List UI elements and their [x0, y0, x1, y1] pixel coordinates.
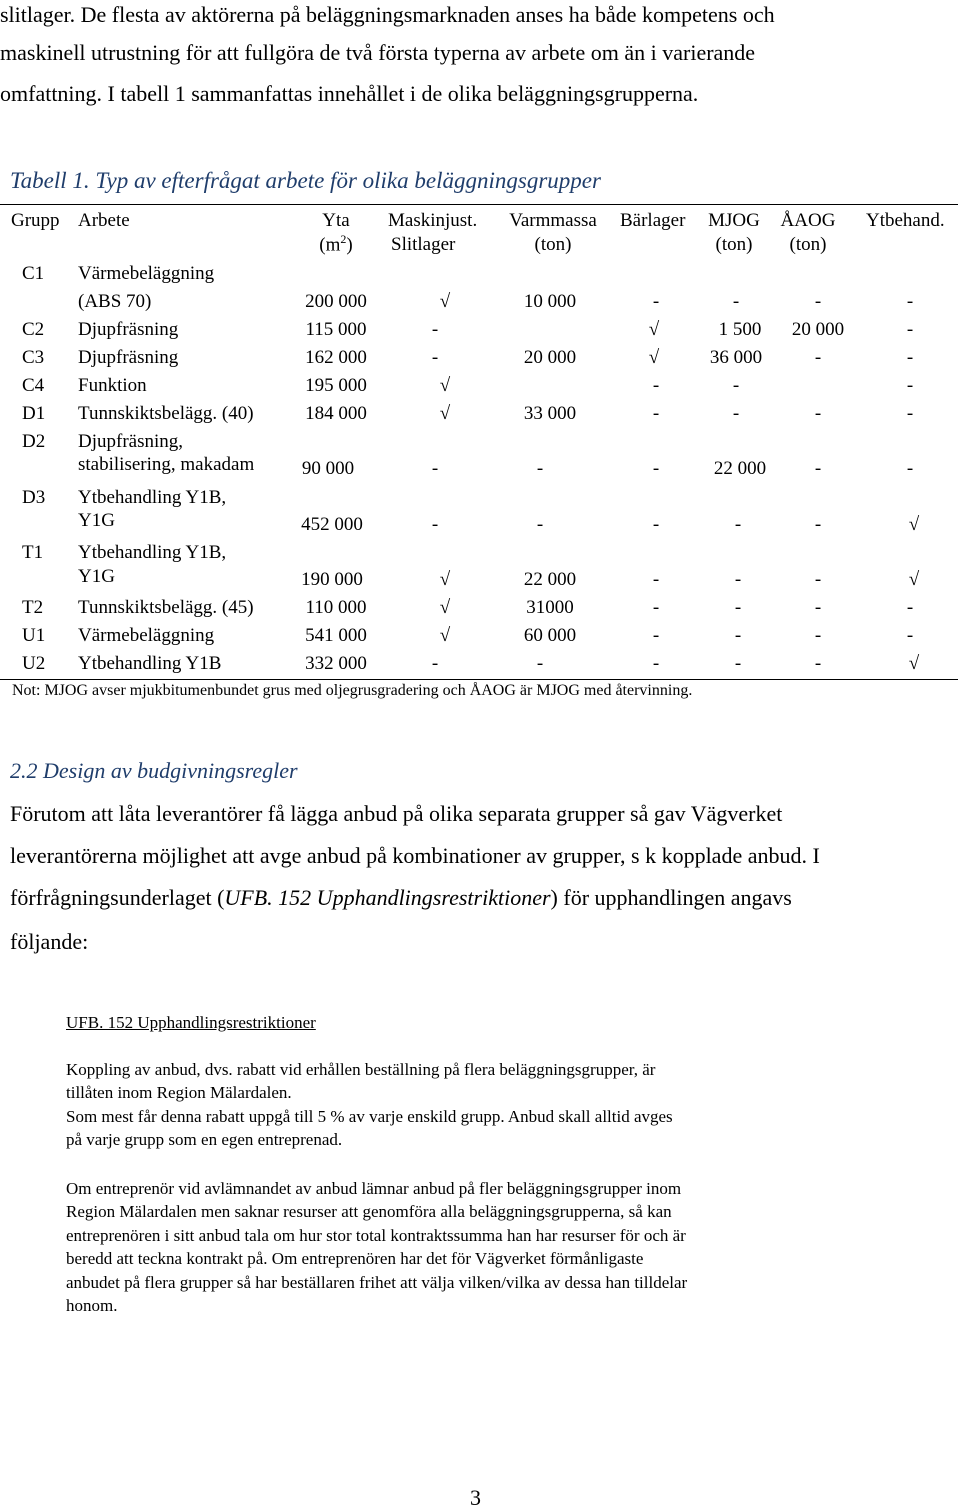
cell-barlager: - [652, 458, 660, 479]
cell-aaog: - [814, 403, 822, 424]
cell-barlager: √ [648, 319, 660, 340]
header-maskinjust: Maskinjust. [388, 210, 478, 231]
cell-varmmassa: 31000 [526, 597, 574, 618]
cell-ytbehand: - [906, 319, 914, 340]
cell-arbete: Värmebeläggning [78, 625, 215, 646]
cell-grupp: C1 [22, 263, 45, 284]
cell-grupp: D3 [22, 487, 46, 508]
cell-maskinjust: √ [439, 291, 451, 312]
table-note: Not: MJOG avser mjukbitumenbundet grus med oljegrusgradering och ÅAOG är MJOG med återvinning. [12, 682, 693, 699]
cell-aaog: - [814, 653, 822, 674]
ufb-line: Om entreprenör vid avlämnandet av anbud lämnar anbud på fler beläggningsgrupper inom [66, 1179, 682, 1198]
cell-aaog: - [814, 514, 822, 535]
cell-mjog: 22 000 [713, 458, 767, 479]
cell-mjog: 36 000 [709, 347, 763, 368]
header-varmmassa: Varmmassa [509, 210, 597, 231]
cell-ytbehand: - [906, 375, 914, 396]
cell-ytbehand: - [906, 597, 914, 618]
cell-arbete: Ytbehandling Y1B, [78, 487, 227, 508]
section-line-4: följande: [10, 929, 89, 954]
cell-aaog: 20 000 [791, 319, 845, 340]
cell-arbete-line2: (ABS 70) [78, 291, 152, 312]
cell-maskinjust: - [431, 458, 439, 479]
cell-grupp: C3 [22, 347, 45, 368]
cell-grupp: T1 [22, 542, 44, 563]
cell-barlager: - [652, 375, 660, 396]
header-barlager: Bärlager [620, 210, 686, 231]
cell-yta: 110 000 [305, 597, 367, 618]
cell-grupp: T2 [22, 597, 44, 618]
cell-barlager: √ [648, 347, 660, 368]
cell-aaog: - [814, 458, 822, 479]
header-varmmassa-unit: (ton) [534, 234, 572, 255]
header-aaog: ÅAOG [780, 210, 836, 231]
ufb-line: Region Mälardalen men saknar resurser att genomföra alla beläggningsgrupperna, så kan [66, 1202, 672, 1221]
cell-ytbehand: - [906, 347, 914, 368]
cell-arbete: Ytbehandling Y1B, [78, 542, 227, 563]
cell-ytbehand: √ [908, 514, 920, 535]
cell-grupp: C2 [22, 319, 45, 340]
header-ytbehand: Ytbehand. [866, 210, 945, 231]
ufb-line: entreprenören i sitt anbud tala om hur stor total kontraktssumma han har resurser för och är [66, 1226, 686, 1245]
cell-maskinjust: √ [439, 625, 451, 646]
cell-arbete-line2: Y1G [78, 566, 115, 587]
intro-line-3: omfattning. I tabell 1 sammanfattas innehållet i de olika beläggningsgrupperna. [0, 81, 699, 106]
cell-arbete: Tunnskiktsbelägg. (45) [78, 597, 254, 618]
cell-arbete: Funktion [78, 375, 147, 396]
cell-mjog: - [734, 597, 742, 618]
ufb-line: Som mest får denna rabatt uppgå till 5 % av varje enskild grupp. Anbud skall alltid avges [66, 1107, 673, 1126]
ufb-title: UFB. 152 Upphandlingsrestriktioner [66, 1013, 316, 1032]
cell-arbete: Djupfräsning, [78, 431, 184, 452]
cell-arbete-line2: stabilisering, makadam [78, 454, 255, 475]
cell-mjog: - [734, 625, 742, 646]
cell-ytbehand: √ [908, 569, 920, 590]
header-aaog-unit: (ton) [789, 234, 827, 255]
cell-yta: 90 000 [301, 458, 355, 479]
cell-varmmassa: 60 000 [523, 625, 577, 646]
cell-maskinjust: - [431, 347, 439, 368]
ufb-line: honom. [66, 1296, 118, 1315]
intro-line-2: maskinell utrustning för att fullgöra de två första typerna av arbete om än i varierande [0, 40, 756, 65]
cell-aaog: - [814, 291, 822, 312]
cell-ytbehand: - [906, 291, 914, 312]
ufb-line: tillåten inom Region Mälardalen. [66, 1083, 292, 1102]
cell-maskinjust: - [431, 514, 439, 535]
cell-varmmassa: - [536, 458, 544, 479]
cell-barlager: - [652, 403, 660, 424]
cell-barlager: - [652, 514, 660, 535]
cell-arbete: Djupfräsning [78, 347, 179, 368]
header-arbete: Arbete [78, 210, 130, 231]
cell-grupp: C4 [22, 375, 45, 396]
cell-arbete: Värmebeläggning [78, 263, 215, 284]
cell-barlager: - [652, 597, 660, 618]
cell-ytbehand: - [906, 403, 914, 424]
cell-grupp: U2 [22, 653, 46, 674]
header-mjog-unit: (ton) [715, 234, 753, 255]
cell-maskinjust: √ [439, 597, 451, 618]
header-slitlager: Slitlager [391, 234, 456, 255]
cell-mjog: - [734, 514, 742, 535]
header-yta: Yta [322, 210, 350, 231]
cell-aaog: - [814, 347, 822, 368]
section-line-2: leverantörerna möjlighet att avge anbud på kombinationer av grupper, s k kopplade anbud. I [10, 843, 820, 868]
cell-mjog: - [732, 291, 740, 312]
header-grupp: Grupp [11, 210, 60, 231]
cell-varmmassa: - [536, 514, 544, 535]
cell-yta: 162 000 [305, 347, 367, 368]
table-bottom-rule [0, 679, 958, 680]
cell-grupp: U1 [22, 625, 46, 646]
cell-maskinjust: - [431, 319, 439, 340]
ufb-line: Koppling av anbud, dvs. rabatt vid erhållen beställning på flera beläggningsgrupper, är [66, 1060, 656, 1079]
cell-barlager: - [652, 291, 660, 312]
cell-grupp: D1 [22, 403, 46, 424]
cell-arbete: Ytbehandling Y1B [78, 653, 222, 674]
cell-maskinjust: - [431, 653, 439, 674]
cell-yta: 332 000 [305, 653, 367, 674]
cell-yta: 541 000 [305, 625, 367, 646]
cell-mjog: - [732, 375, 740, 396]
intro-line-1: slitlager. De flesta av aktörerna på beläggningsmarknaden anses ha både kompetens och [0, 2, 775, 27]
header-yta-unit: $(m^2)$ [319, 232, 353, 256]
cell-varmmassa: 33 000 [523, 403, 577, 424]
cell-varmmassa: 10 000 [523, 291, 577, 312]
table-top-rule [0, 204, 958, 205]
section-heading: 2.2 Design av budgivningsregler [10, 758, 298, 783]
ufb-line: på varje grupp som en egen entreprenad. [66, 1130, 343, 1149]
cell-barlager: - [652, 653, 660, 674]
ufb-line: beredd att teckna kontrakt på. Om entreprenören har det för Vägverket förmånligaste [66, 1249, 644, 1268]
cell-yta: 115 000 [305, 319, 367, 340]
cell-yta: 184 000 [305, 403, 367, 424]
cell-ytbehand: - [906, 458, 914, 479]
cell-arbete-line2: Y1G [78, 510, 115, 531]
cell-varmmassa: 22 000 [523, 569, 577, 590]
cell-mjog: 1 500 [718, 319, 762, 340]
cell-barlager: - [652, 569, 660, 590]
cell-barlager: - [652, 625, 660, 646]
cell-yta: 195 000 [305, 375, 367, 396]
cell-maskinjust: √ [439, 569, 451, 590]
cell-ytbehand: - [906, 625, 914, 646]
cell-maskinjust: √ [439, 403, 451, 424]
section-line-1: Förutom att låta leverantörer få lägga anbud på olika separata grupper så gav Vägverket [10, 801, 783, 826]
cell-yta: 452 000 [301, 514, 363, 535]
cell-varmmassa: - [536, 653, 544, 674]
ufb-line: anbudet på flera grupper så har beställaren frihet att välja vilken/vilka av dessa han tilldelar [66, 1273, 688, 1292]
cell-aaog: - [814, 569, 822, 590]
page-number: 3 [470, 1485, 481, 1510]
cell-arbete: Tunnskiktsbelägg. (40) [78, 403, 254, 424]
cell-grupp: D2 [22, 431, 46, 452]
cell-yta: 190 000 [301, 569, 363, 590]
cell-mjog: - [734, 653, 742, 674]
cell-ytbehand: √ [908, 653, 920, 674]
cell-varmmassa: 20 000 [523, 347, 577, 368]
cell-mjog: - [734, 569, 742, 590]
cell-yta: 200 000 [305, 291, 367, 312]
cell-aaog: - [814, 625, 822, 646]
table-caption: Tabell 1. Typ av efterfrågat arbete för olika beläggningsgrupper [10, 168, 601, 193]
cell-maskinjust: √ [439, 375, 451, 396]
cell-mjog: - [732, 403, 740, 424]
cell-arbete: Djupfräsning [78, 319, 179, 340]
header-mjog: MJOG [708, 210, 760, 231]
section-line-3: förfrågningsunderlaget (UFB. 152 Upphandlingsrestriktioner) för upphandlingen angavs [10, 885, 792, 910]
cell-aaog: - [814, 597, 822, 618]
